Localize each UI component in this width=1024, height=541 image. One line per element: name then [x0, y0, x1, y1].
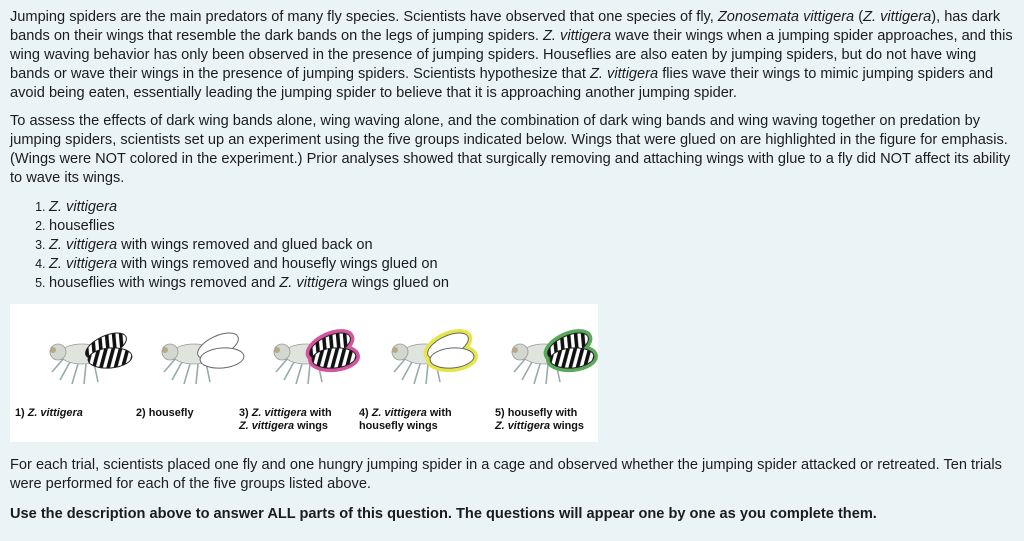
figure-caption-3 — [239, 407, 332, 433]
figure-caption-2 — [136, 407, 194, 420]
fly-4-illustration — [392, 325, 477, 384]
trials-paragraph: For each trial, scientists placed one fly and one hungry jumping spider in a cage and observed whether the jumping spider attacked or retreated. Ten trials were performed for each of the five groups listed above. — [10, 457, 1002, 492]
species-abbr: Z. vittigera — [543, 28, 612, 44]
group-text: houseflies with wings removed and — [49, 275, 280, 291]
caption-species: Z. vittigera — [27, 407, 83, 419]
species-abbr: Z. vittigera — [863, 9, 932, 25]
caption-text: wings — [294, 420, 328, 432]
species-abbr: Z. vittigera — [49, 199, 118, 215]
caption-number: 4) — [359, 407, 372, 419]
fly-groups-figure — [10, 304, 598, 442]
list-item — [49, 217, 1014, 236]
fly-1-illustration — [50, 328, 133, 384]
list-item — [49, 198, 1014, 217]
caption-text: with — [426, 407, 452, 419]
species-name: Zonosemata vittigera — [717, 9, 855, 25]
intro-text-1: Jumping spiders are the main predators of many fly species. Scientists have observed that one species of fly, — [10, 9, 718, 25]
caption-species: Z. vittigera — [239, 420, 295, 432]
caption-species: Z. vittigera — [251, 407, 307, 419]
group-text: houseflies — [49, 218, 115, 234]
species-abbr: Z. vittigera — [590, 66, 659, 82]
caption-species: Z. vittigera — [371, 407, 427, 419]
species-abbr: Z. vittigera — [49, 256, 118, 272]
caption-text: housefly wings — [359, 420, 438, 432]
caption-text: with — [306, 407, 332, 419]
list-item — [49, 274, 1014, 293]
list-item — [49, 255, 1014, 274]
caption-number: 5) — [495, 407, 508, 419]
group-text: with wings removed and housefly wings glued on — [117, 256, 438, 272]
caption-number: 3) — [239, 407, 252, 419]
intro-paragraph — [10, 8, 1014, 103]
caption-text: housefly — [148, 407, 194, 419]
caption-species: Z. vittigera — [495, 420, 551, 432]
instruction-text: Use the description above to answer ALL parts of this question. The questions will appear one by one as you complete them. — [10, 506, 877, 522]
caption-text: housefly with — [507, 407, 578, 419]
caption-number: 1) — [15, 407, 28, 419]
caption-text: wings — [550, 420, 584, 432]
caption-number: 2) — [136, 407, 149, 419]
group-text: with wings removed and glued back on — [117, 237, 373, 253]
figure-caption-1 — [15, 407, 83, 420]
intro-text-4: wave their wings when a jumping spider approaches, and this wing waving behavior has only been observed in the presence of jumping spiders. Houseflies are also eaten by jumping spiders, but do not have wing bands or wave their wings in the presence of jumping spiders. Scientists hypothesize that — [10, 28, 1013, 82]
fly-3-illustration — [274, 325, 359, 384]
species-abbr: Z. vittigera — [279, 275, 348, 291]
group-text: wings glued on — [347, 275, 449, 291]
fly-2-illustration — [162, 328, 245, 384]
list-item — [49, 236, 1014, 255]
group-list — [10, 198, 1014, 293]
figure-caption-5 — [495, 407, 584, 433]
species-abbr: Z. vittigera — [49, 237, 118, 253]
intro-text-3: ), has dark bands on their wings that resemble the dark bands on the legs of jumping spiders. — [10, 9, 1001, 44]
intro-text-2: ( — [854, 9, 864, 25]
design-paragraph: To assess the effects of dark wing bands alone, wing waving alone, and the combination of dark wing bands and wing waving together on predation by jumping spiders, scientists set up an experiment using the five groups indicated below. Wings that were glued on are highlighted in the figure for emphasis. (Wings were NOT colored in the experiment.) Prior analyses showed that surgically removing and attaching wings with glue to a fly did NOT affect its ability to wave its wings. — [10, 113, 1011, 186]
figure-caption-4 — [359, 407, 452, 433]
intro-text-5: flies wave their wings to mimic jumping spiders and avoid being eaten, essentially leading the jumping spider to believe that it is approaching another jumping spider. — [10, 66, 994, 101]
fly-5-illustration — [512, 325, 597, 384]
